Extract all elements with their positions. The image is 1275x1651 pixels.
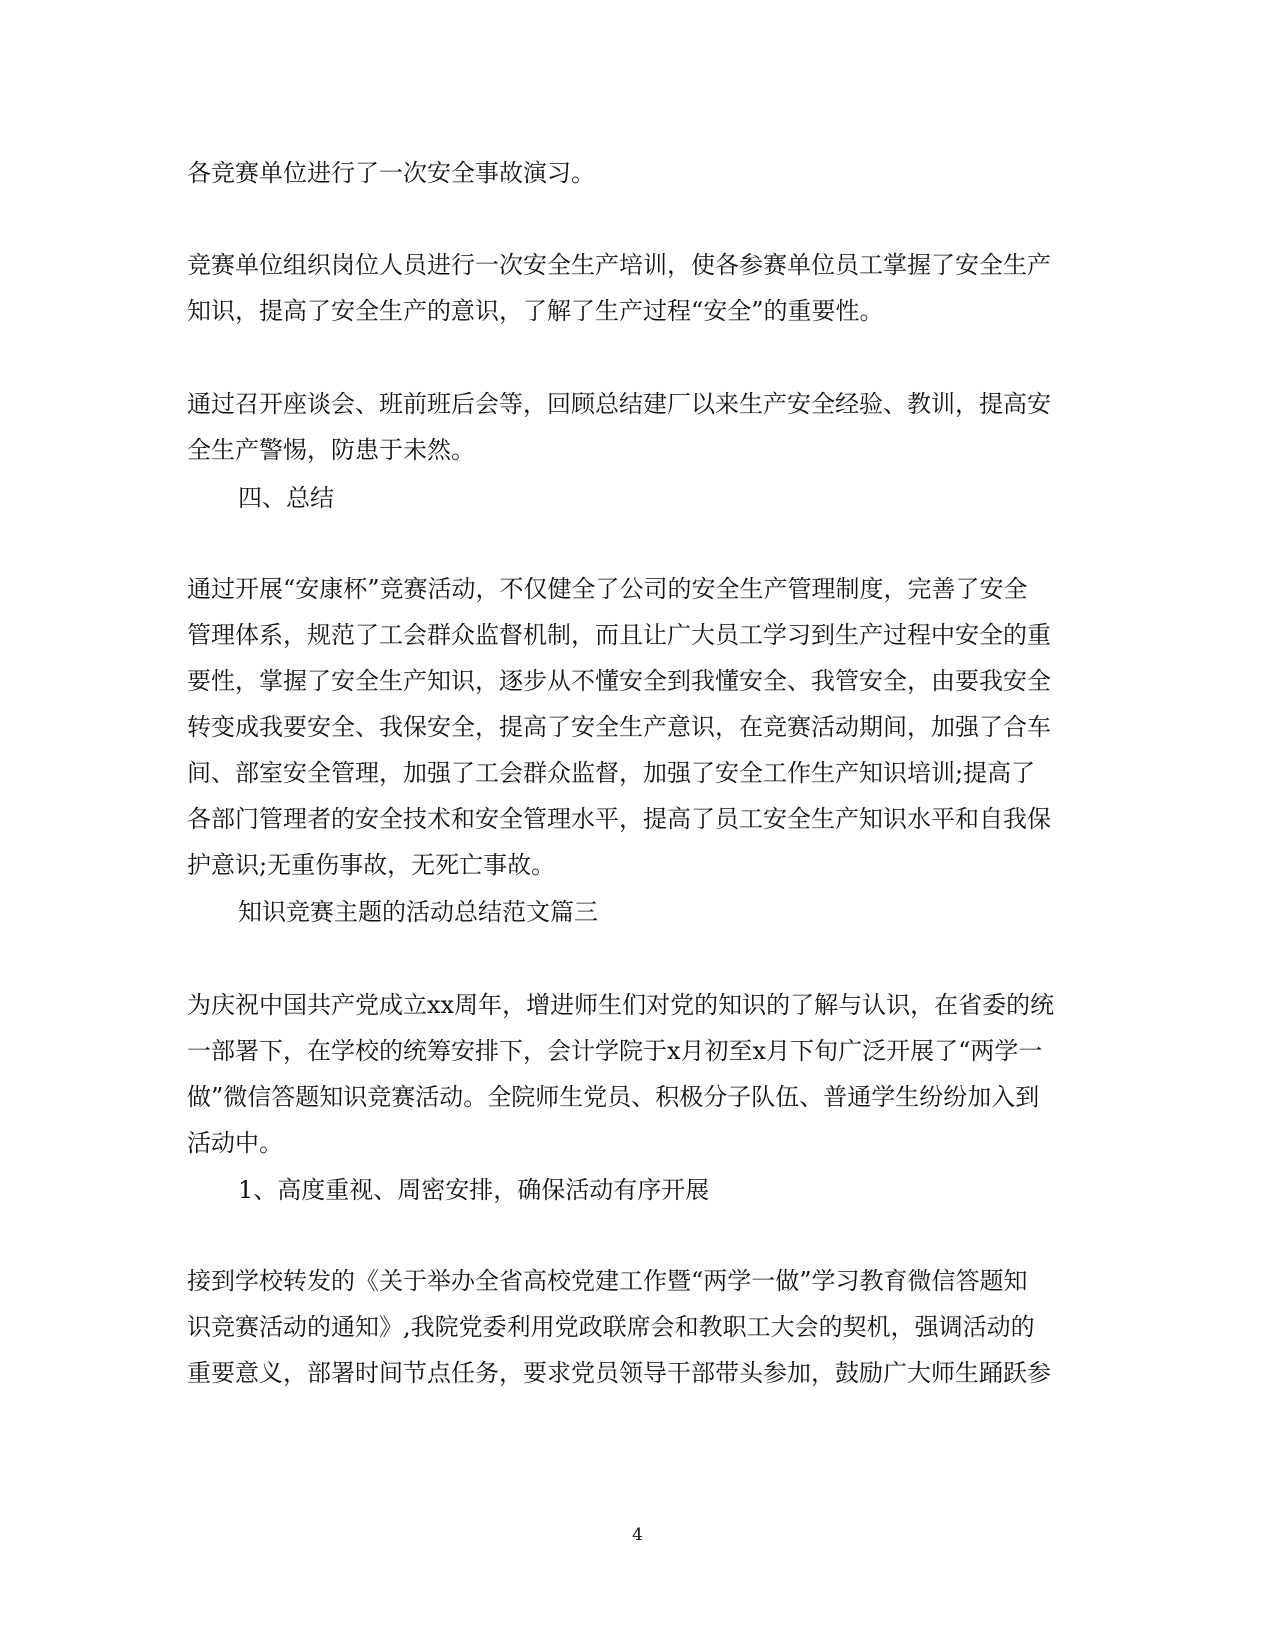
body-text-line: 活动中。	[187, 1129, 283, 1157]
body-text-line: 间、部室安全管理，加强了工会群众监督，加强了安全工作生产知识培训;提高了	[187, 759, 1036, 787]
body-text-line: 接到学校转发的《关于举办全省高校党建工作暨“两学一做”学习教育微信答题知	[187, 1267, 1028, 1295]
body-text-line: 各部门管理者的安全技术和安全管理水平，提高了员工安全生产知识水平和自我保	[187, 805, 1051, 833]
section-heading: 1、高度重视、周密安排，确保活动有序开展	[238, 1176, 710, 1204]
page-number: 4	[632, 1525, 643, 1545]
body-text-line: 做”微信答题知识竞赛活动。全院师生党员、积极分子队伍、普通学生纷纷加入到	[187, 1083, 1040, 1111]
body-text-line: 识竞赛活动的通知》,我院党委利用党政联席会和教职工大会的契机，强调活动的	[187, 1313, 1035, 1341]
body-text-line: 通过开展“安康杯”竞赛活动，不仅健全了公司的安全生产管理制度，完善了安全	[187, 575, 1028, 603]
body-text-line: 重要意义，部署时间节点任务，要求党员领导干部带头参加，鼓励广大师生踊跃参	[187, 1359, 1051, 1387]
section-heading: 四、总结	[238, 484, 334, 512]
body-text-line: 护意识;无重伤事故，无死亡事故。	[187, 851, 556, 879]
body-text-line: 知识，提高了安全生产的意识，了解了生产过程“安全”的重要性。	[187, 297, 884, 325]
body-text-line: 竞赛单位组织岗位人员进行一次安全生产培训，使各参赛单位员工掌握了安全生产	[187, 251, 1051, 279]
body-text-line: 全生产警惕，防患于未然。	[187, 436, 475, 464]
body-text-line: 为庆祝中国共产党成立xx周年，增进师生们对党的知识的了解与认识，在省委的统	[187, 991, 1055, 1019]
body-text-line: 一部署下，在学校的统筹安排下，会计学院于x月初至x月下旬广泛开展了“两学一	[187, 1037, 1043, 1065]
section-heading: 知识竞赛主题的活动总结范文篇三	[238, 898, 598, 926]
body-text-line: 转变成我要安全、我保安全，提高了安全生产意识，在竞赛活动期间，加强了合车	[187, 713, 1051, 741]
body-text-line: 通过召开座谈会、班前班后会等，回顾总结建厂以来生产安全经验、教训，提高安	[187, 390, 1051, 418]
body-text-line: 各竞赛单位进行了一次安全事故演习。	[187, 159, 595, 187]
body-text-line: 管理体系，规范了工会群众监督机制，而且让广大员工学习到生产过程中安全的重	[187, 621, 1051, 649]
body-text-line: 要性，掌握了安全生产知识，逐步从不懂安全到我懂安全、我管安全，由要我安全	[187, 667, 1051, 695]
